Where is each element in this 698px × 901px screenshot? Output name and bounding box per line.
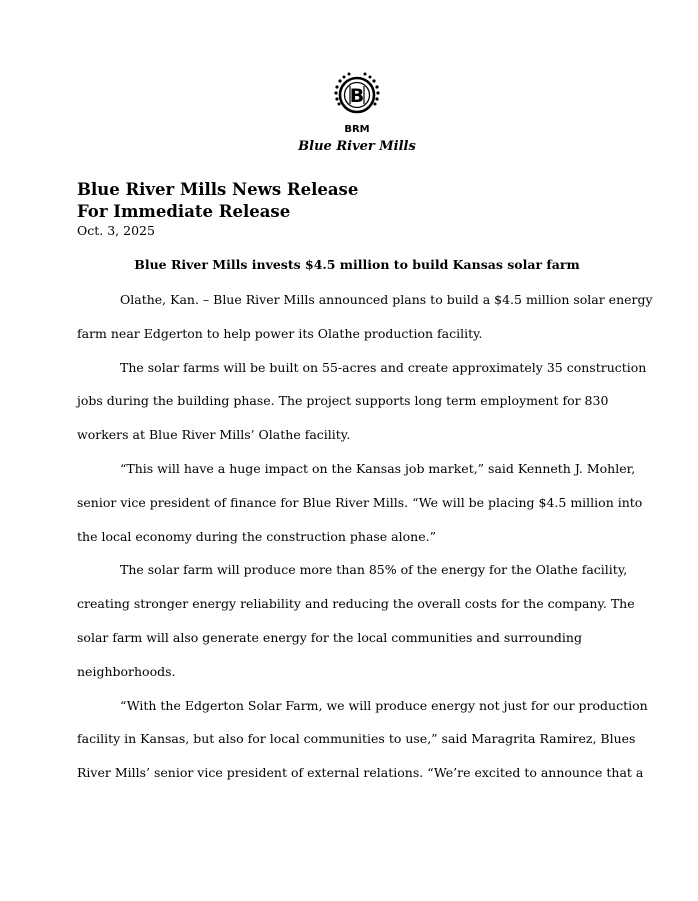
body-line: workers at Blue River Mills’ Olathe facility.	[77, 427, 351, 442]
body-line: the local economy during the construction phase alone.”	[77, 529, 436, 544]
brm-laurel-logo-icon	[329, 69, 385, 137]
company-logo	[329, 69, 385, 137]
body-line: The solar farms will be built on 55-acres and create approximately 35 construction	[120, 360, 647, 375]
body-line: jobs during the building phase. The project supports long term employment for 830	[77, 393, 609, 408]
logo-monogram: B	[349, 85, 365, 107]
body-line: senior vice president of finance for Blue River Mills. “We will be placing $4.5 million into	[77, 495, 643, 510]
release-date: Oct. 3, 2025	[77, 223, 155, 238]
body-line: creating stronger energy reliability and reducing the overall costs for the company. The	[77, 596, 635, 611]
body-line: farm near Edgerton to help power its Olathe production facility.	[77, 326, 483, 341]
release-title: Blue River Mills News Release	[77, 180, 359, 199]
body-line: neighborhoods.	[77, 664, 176, 679]
body-line: “This will have a huge impact on the Kansas job market,” said Kenneth J. Mohler,	[120, 461, 636, 476]
body-line: River Mills’ senior vice president of external relations. “We’re excited to announce that a	[77, 765, 644, 780]
body-line: “With the Edgerton Solar Farm, we will produce energy not just for our production	[120, 698, 648, 713]
body-line: Olathe, Kan. – Blue River Mills announced plans to build a $4.5 million solar energy	[120, 292, 653, 307]
release-subtitle: For Immediate Release	[77, 202, 291, 221]
article-headline: Blue River Mills invests $4.5 million to build Kansas solar farm	[134, 257, 580, 272]
company-caption: Blue River Mills	[298, 139, 416, 154]
body-line: The solar farm will produce more than 85% of the energy for the Olathe facility,	[120, 562, 628, 577]
body-line: solar farm will also generate energy for the local communities and surrounding	[77, 630, 582, 645]
release-title-block	[77, 179, 358, 239]
body-line: facility in Kansas, but also for local communities to use,” said Maragrita Ramirez, Blues	[77, 731, 636, 746]
logo-abbreviation: BRM	[344, 124, 370, 135]
